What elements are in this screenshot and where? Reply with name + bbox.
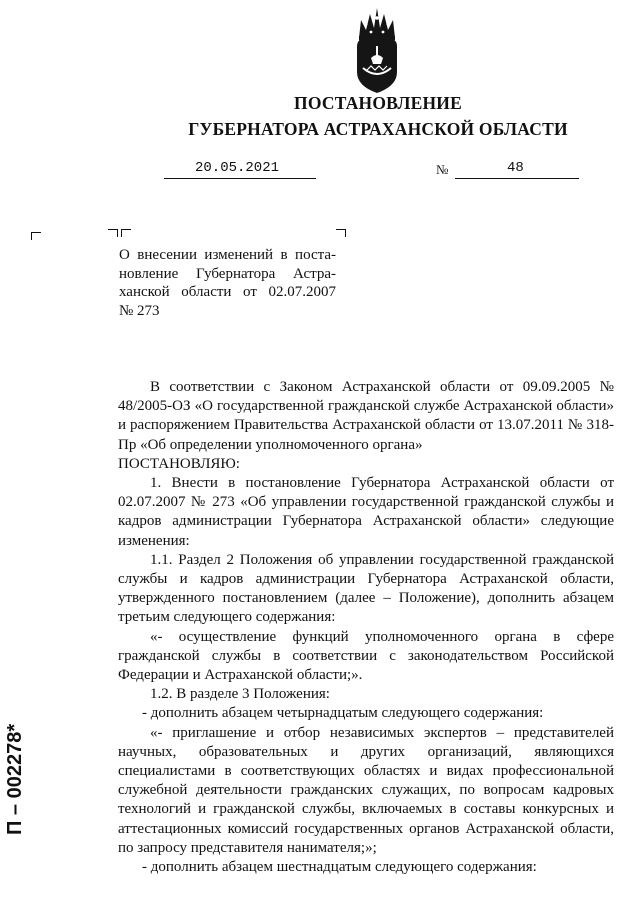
document-title: ПОСТАНОВЛЕНИЕ <box>294 93 462 113</box>
preamble-paragraph: В соответствии с Законом Астраханской области от 09.09.2005 № 48/2005-ОЗ «О государственной гражданской службе Астраханской области» и распоряжением Правительства Астраханской области от 13.07.2011 № 318-Пр «Об определении уполномоченного органа» <box>118 379 614 453</box>
margin-registration-stamp: П – 002278* <box>4 723 26 835</box>
corner-mark <box>336 229 346 237</box>
list-item-1: - дополнить абзацем четырнадцатым следующего содержания: <box>142 705 544 722</box>
subject-line: О внесении изменений в поста- <box>119 247 336 263</box>
decree-heading: ПОСТАНОВЛЯЮ: <box>118 455 240 472</box>
document-date: 20.05.2021 <box>195 160 280 176</box>
document-subtitle: ГУБЕРНАТОРА АСТРАХАНСКОЙ ОБЛАСТИ <box>188 119 568 139</box>
clause-1-2: 1.2. В разделе 3 Положения: <box>150 686 330 703</box>
clause-1-1: 1.1. Раздел 2 Положения об управлении государственной гражданской службы и кадров администрации Губернатора Астраханской области, утвержденного постановлением (далее – Положение), дополнить абзацем третьим следующего содержания: <box>118 551 614 626</box>
corner-mark <box>31 232 41 240</box>
document-number: 48 <box>507 160 524 176</box>
date-underline <box>164 178 316 179</box>
document-body <box>118 378 614 877</box>
corner-mark <box>108 229 118 237</box>
clause-1: 1. Внести в постановление Губернатора Астраханской области от 02.07.2007 № 273 «Об управлении государственной гражданской службы и кадров администрации Губернатора Астраханской области» следующие изменения: <box>118 475 614 549</box>
quote-2: «- приглашение и отбор независимых экспертов – представителей научных, образовательных и других организаций, являющихся специалистами в соответствующих областях и видах профессиональной служебной деятельности гражданских служащих, по вопросам кадровых технологий и гражданской службы, включаемых в составы конкурсных и аттестационных комиссий государственных органов Астраханской области, по запросу представителя нанимателя;»; <box>118 724 614 856</box>
quote-1: «- осуществление функций уполномоченного органа в сфере гражданской службы в соответствии с законодательством Российской Федерации и Астраханской области;». <box>118 628 614 684</box>
number-underline <box>455 178 579 179</box>
document-subject <box>119 246 336 320</box>
subject-line: новление Губернатора Астра- <box>119 265 336 282</box>
list-item-2: - дополнить абзацем шестнадцатым следующего содержания: <box>142 859 537 876</box>
subject-line: № 273 <box>119 302 160 319</box>
coat-of-arms-emblem-icon <box>349 6 405 94</box>
corner-mark <box>121 229 131 237</box>
number-sign: № <box>436 162 449 177</box>
subject-line: ханской области от 02.07.2007 <box>119 284 336 300</box>
